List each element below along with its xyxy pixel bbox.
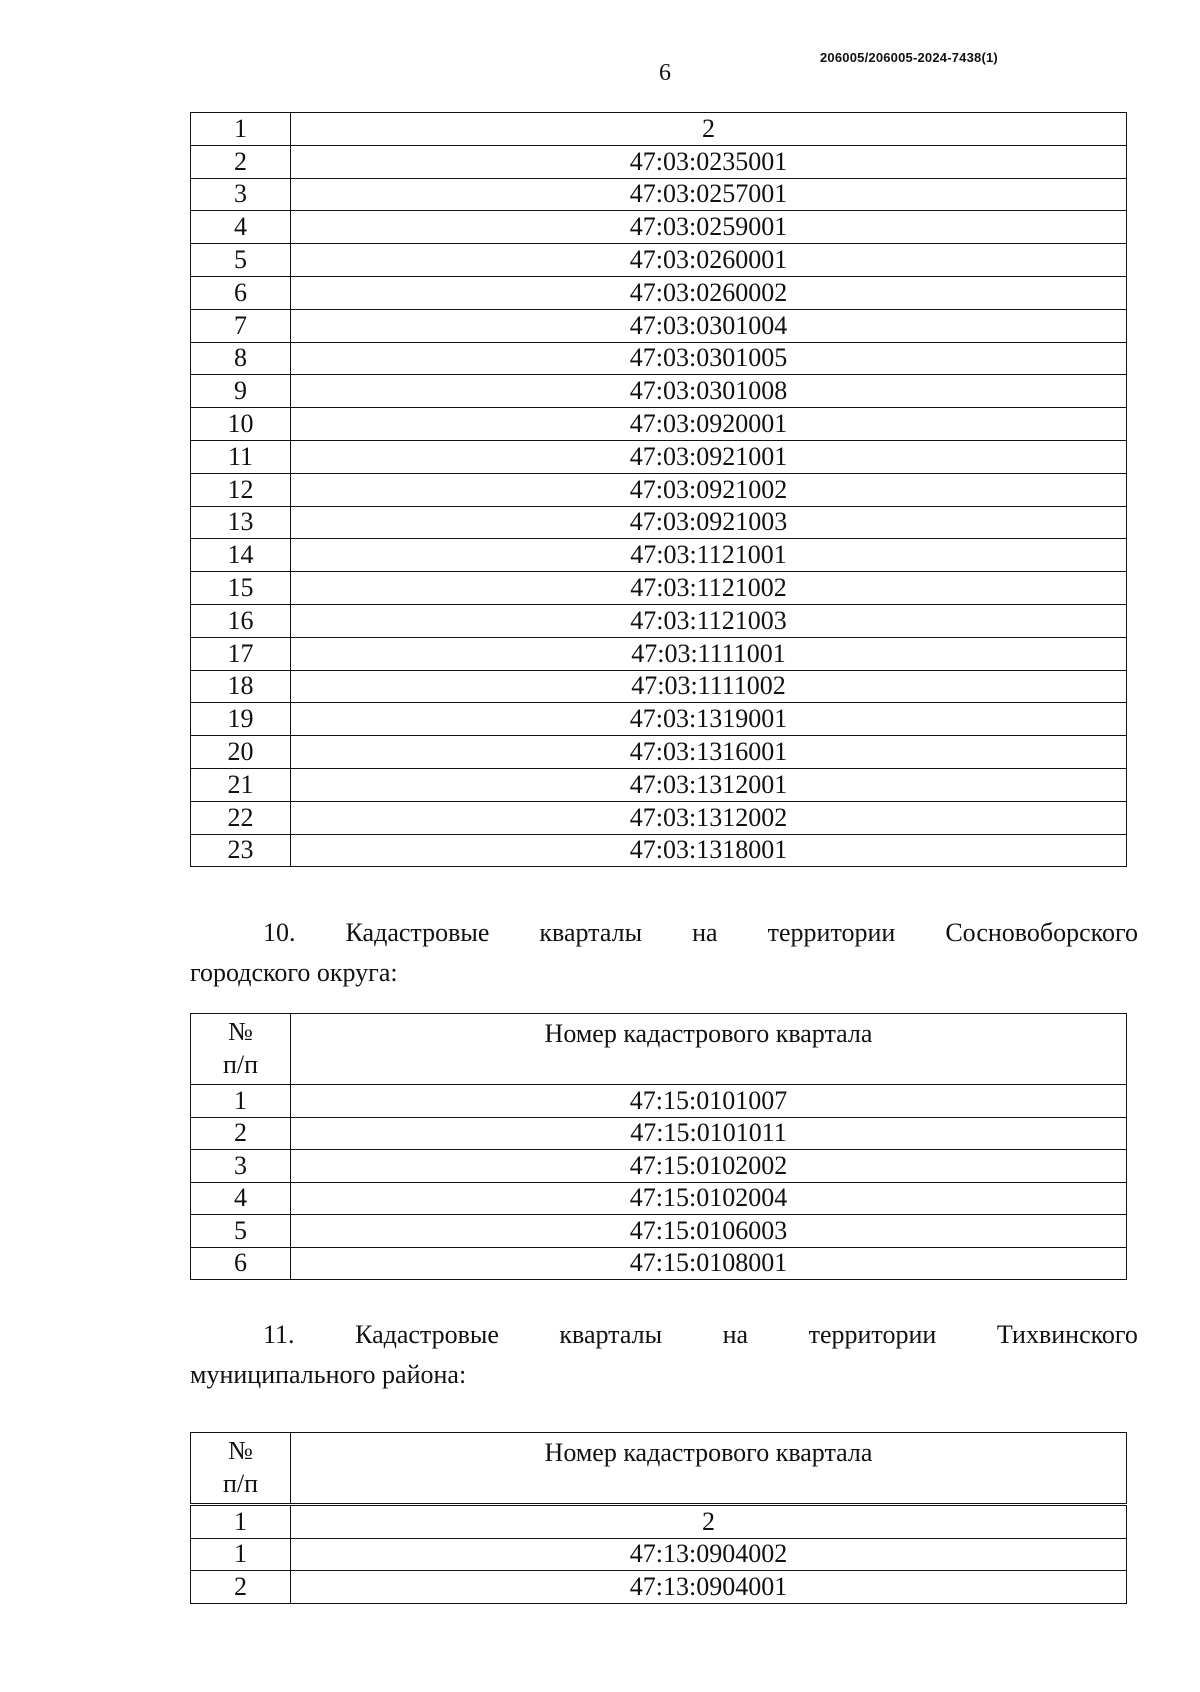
row-number-cell: 18 bbox=[191, 670, 291, 703]
row-number-cell: 11 bbox=[191, 440, 291, 473]
table-cell: 1 bbox=[191, 113, 291, 146]
row-number-cell: 3 bbox=[191, 178, 291, 211]
cadastral-number-cell: 47:03:0921001 bbox=[291, 440, 1127, 473]
row-number-cell: 4 bbox=[191, 211, 291, 244]
cadastral-number-cell: 47:03:1111001 bbox=[291, 637, 1127, 670]
cadastral-table-sosnovoborsky bbox=[190, 1013, 1127, 1280]
table-header-row bbox=[191, 1014, 1127, 1085]
heading-word: кварталы bbox=[559, 1320, 663, 1349]
cadastral-number-cell: 47:15:0101007 bbox=[291, 1085, 1127, 1118]
table-row bbox=[191, 1215, 1127, 1248]
row-number-cell: 5 bbox=[191, 244, 291, 277]
cadastral-number-cell: 47:03:1121001 bbox=[291, 539, 1127, 572]
table-row bbox=[191, 539, 1127, 572]
section-11-first-line bbox=[190, 1315, 1138, 1355]
table-row bbox=[191, 637, 1127, 670]
header-number-cell: № п/п bbox=[191, 1433, 291, 1505]
table-row bbox=[191, 1117, 1127, 1150]
heading-word: на bbox=[722, 1320, 749, 1349]
row-number-cell: 5 bbox=[191, 1215, 291, 1248]
section-11-second-line: муниципального района: bbox=[190, 1360, 467, 1389]
row-number-cell: 21 bbox=[191, 768, 291, 801]
table-header-row bbox=[191, 1433, 1127, 1505]
heading-word: 10. bbox=[263, 918, 296, 947]
row-number-cell: 14 bbox=[191, 539, 291, 572]
table-row bbox=[191, 604, 1127, 637]
header-title-cell: Номер кадастрового квартала bbox=[291, 1433, 1127, 1505]
table-row bbox=[191, 440, 1127, 473]
row-number-cell: 22 bbox=[191, 801, 291, 834]
cadastral-number-cell: 47:03:1312001 bbox=[291, 768, 1127, 801]
table-row bbox=[191, 211, 1127, 244]
cadastral-number-cell: 47:15:0108001 bbox=[291, 1247, 1127, 1280]
table-cell: 1 bbox=[191, 1505, 291, 1539]
table-row bbox=[191, 768, 1127, 801]
row-number-cell: 23 bbox=[191, 834, 291, 867]
table-row bbox=[191, 1085, 1127, 1118]
section-10-heading bbox=[190, 913, 1138, 993]
cadastral-number-cell: 47:03:0301004 bbox=[291, 309, 1127, 342]
cadastral-number-cell: 47:03:0260001 bbox=[291, 244, 1127, 277]
row-number-cell: 13 bbox=[191, 506, 291, 539]
table-row bbox=[191, 244, 1127, 277]
cadastral-number-cell: 47:03:0920001 bbox=[291, 408, 1127, 441]
section-10-first-line bbox=[190, 913, 1138, 953]
heading-word: Кадастровые bbox=[345, 918, 490, 947]
table-row bbox=[191, 309, 1127, 342]
row-number-cell: 15 bbox=[191, 572, 291, 605]
cadastral-number-cell: 47:13:0904002 bbox=[291, 1538, 1127, 1571]
cadastral-number-cell: 47:03:1316001 bbox=[291, 736, 1127, 769]
cadastral-number-cell: 47:03:1312002 bbox=[291, 801, 1127, 834]
row-number-cell: 8 bbox=[191, 342, 291, 375]
table-cell: 2 bbox=[291, 1505, 1127, 1539]
heading-word: Тихвинского bbox=[996, 1320, 1138, 1349]
table-row bbox=[191, 1571, 1127, 1604]
heading-word: территории bbox=[808, 1320, 937, 1349]
table-numbering-row bbox=[191, 113, 1127, 146]
cadastral-number-cell: 47:03:0921002 bbox=[291, 473, 1127, 506]
table-row bbox=[191, 145, 1127, 178]
table-row bbox=[191, 342, 1127, 375]
section-10-second-line: городского округа: bbox=[190, 958, 398, 987]
table-row bbox=[191, 801, 1127, 834]
table-row bbox=[191, 703, 1127, 736]
cadastral-number-cell: 47:03:0257001 bbox=[291, 178, 1127, 211]
heading-word: Кадастровые bbox=[355, 1320, 499, 1349]
row-number-cell: 2 bbox=[191, 1117, 291, 1150]
table-row bbox=[191, 276, 1127, 309]
cadastral-number-cell: 47:03:1319001 bbox=[291, 703, 1127, 736]
table-row bbox=[191, 408, 1127, 441]
row-number-cell: 4 bbox=[191, 1182, 291, 1215]
row-number-cell: 19 bbox=[191, 703, 291, 736]
cadastral-table-tikhvinsky bbox=[190, 1432, 1127, 1604]
row-number-cell: 12 bbox=[191, 473, 291, 506]
cadastral-number-cell: 47:03:1318001 bbox=[291, 834, 1127, 867]
cadastral-number-cell: 47:03:0921003 bbox=[291, 506, 1127, 539]
document-id: 206005/206005-2024-7438(1) bbox=[820, 50, 998, 65]
cadastral-number-cell: 47:03:0301005 bbox=[291, 342, 1127, 375]
cadastral-number-cell: 47:13:0904001 bbox=[291, 1571, 1127, 1604]
header-number-cell: № п/п bbox=[191, 1014, 291, 1085]
table-row bbox=[191, 1182, 1127, 1215]
row-number-cell: 9 bbox=[191, 375, 291, 408]
cadastral-number-cell: 47:15:0102002 bbox=[291, 1150, 1127, 1183]
row-number-cell: 10 bbox=[191, 408, 291, 441]
page-number: 6 bbox=[659, 60, 671, 86]
cadastral-number-cell: 47:15:0101011 bbox=[291, 1117, 1127, 1150]
row-number-cell: 16 bbox=[191, 604, 291, 637]
table-row bbox=[191, 178, 1127, 211]
cadastral-number-cell: 47:03:0235001 bbox=[291, 145, 1127, 178]
cadastral-number-cell: 47:03:1111002 bbox=[291, 670, 1127, 703]
table-row bbox=[191, 1538, 1127, 1571]
table-row bbox=[191, 473, 1127, 506]
cadastral-number-cell: 47:03:1121003 bbox=[291, 604, 1127, 637]
table-row bbox=[191, 670, 1127, 703]
table-row bbox=[191, 375, 1127, 408]
table-row bbox=[191, 506, 1127, 539]
table-numbering-row bbox=[191, 1505, 1127, 1539]
row-number-cell: 6 bbox=[191, 276, 291, 309]
table-row bbox=[191, 572, 1127, 605]
heading-word: территории bbox=[767, 918, 896, 947]
row-number-cell: 1 bbox=[191, 1085, 291, 1118]
header-title-cell: Номер кадастрового квартала bbox=[291, 1014, 1127, 1085]
cadastral-number-cell: 47:03:0260002 bbox=[291, 276, 1127, 309]
cadastral-number-cell: 47:15:0102004 bbox=[291, 1182, 1127, 1215]
cadastral-number-cell: 47:03:0259001 bbox=[291, 211, 1127, 244]
row-number-cell: 7 bbox=[191, 309, 291, 342]
table-row bbox=[191, 1247, 1127, 1280]
row-number-cell: 1 bbox=[191, 1538, 291, 1571]
table-row bbox=[191, 736, 1127, 769]
row-number-cell: 20 bbox=[191, 736, 291, 769]
cadastral-number-cell: 47:03:1121002 bbox=[291, 572, 1127, 605]
table-cell: 2 bbox=[291, 113, 1127, 146]
heading-word: кварталы bbox=[539, 918, 643, 947]
row-number-cell: 2 bbox=[191, 145, 291, 178]
row-number-cell: 3 bbox=[191, 1150, 291, 1183]
cadastral-table-continued bbox=[190, 112, 1127, 867]
table-row bbox=[191, 834, 1127, 867]
row-number-cell: 2 bbox=[191, 1571, 291, 1604]
cadastral-number-cell: 47:03:0301008 bbox=[291, 375, 1127, 408]
row-number-cell: 6 bbox=[191, 1247, 291, 1280]
row-number-cell: 17 bbox=[191, 637, 291, 670]
heading-word: 11. bbox=[263, 1320, 295, 1349]
table-row bbox=[191, 1150, 1127, 1183]
heading-word: Сосновоборского bbox=[945, 918, 1138, 947]
section-11-heading bbox=[190, 1315, 1138, 1395]
heading-word: на bbox=[692, 918, 718, 947]
cadastral-number-cell: 47:15:0106003 bbox=[291, 1215, 1127, 1248]
